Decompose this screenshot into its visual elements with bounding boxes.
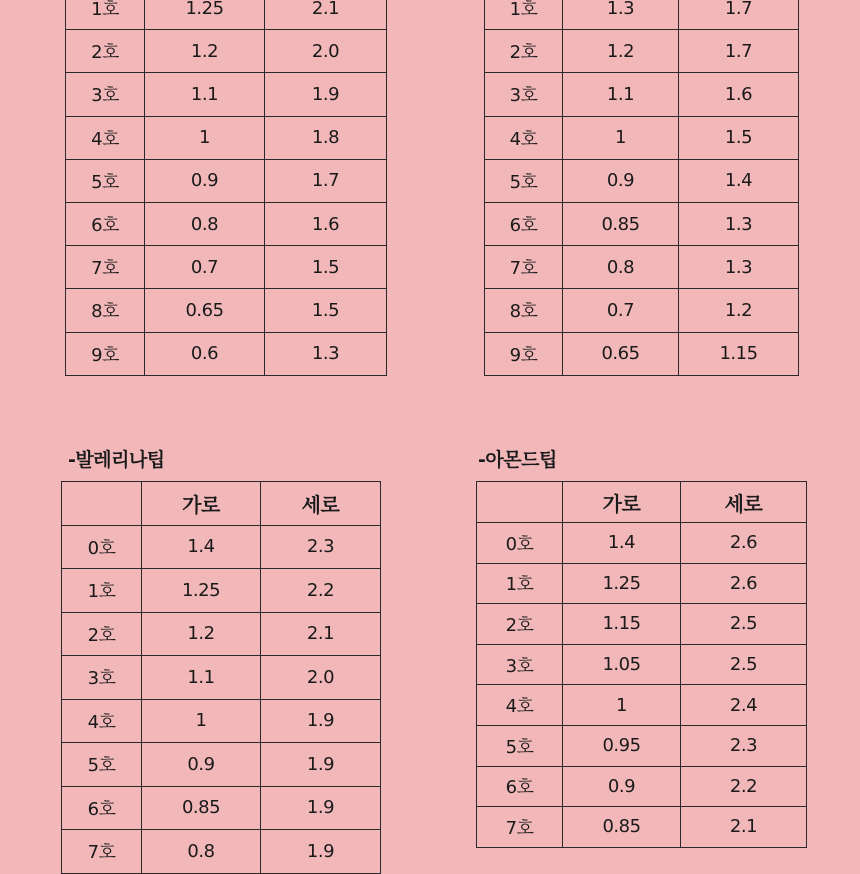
width-cell: 1.4: [563, 523, 681, 564]
table-row: [66, 0, 387, 30]
header-row: [62, 482, 381, 526]
width-cell: 0.85: [142, 786, 261, 830]
length-cell: 1.3: [679, 202, 799, 245]
size-cell: 4호: [62, 699, 142, 743]
width-cell: 1.2: [563, 30, 679, 73]
width-cell: 1.3: [563, 0, 679, 30]
table-row: [477, 685, 807, 726]
size-cell: 7호: [62, 830, 142, 874]
width-cell: 0.9: [142, 743, 261, 787]
width-cell: 0.85: [563, 807, 681, 848]
table-body: [66, 0, 387, 375]
table-row: [62, 525, 381, 569]
width-cell: 0.65: [563, 332, 679, 375]
header-length: 세로: [261, 482, 381, 526]
width-cell: 0.9: [563, 766, 681, 807]
table-row: [62, 656, 381, 700]
length-cell: 2.0: [265, 30, 387, 73]
table-row: [66, 202, 387, 245]
width-cell: 1: [563, 116, 679, 159]
table-header: [62, 482, 381, 526]
length-cell: 1.7: [679, 0, 799, 30]
table-row: [66, 332, 387, 375]
width-cell: 1.15: [563, 604, 681, 645]
size-cell: 9호: [485, 332, 563, 375]
width-cell: 0.6: [145, 332, 265, 375]
size-cell: 7호: [485, 246, 563, 289]
width-cell: 1.25: [142, 569, 261, 613]
table-row: [485, 73, 799, 116]
size-cell: 7호: [477, 807, 563, 848]
table-row: [62, 743, 381, 787]
length-cell: 2.5: [681, 604, 807, 645]
size-cell: 6호: [66, 202, 145, 245]
width-cell: 1.1: [142, 656, 261, 700]
length-cell: 1.5: [265, 289, 387, 332]
size-table-top-right: [484, 0, 799, 376]
width-cell: 1.2: [145, 30, 265, 73]
size-cell: 2호: [66, 30, 145, 73]
width-cell: 0.7: [563, 289, 679, 332]
length-cell: 1.8: [265, 116, 387, 159]
length-cell: 1.6: [265, 202, 387, 245]
width-cell: 0.8: [145, 202, 265, 245]
table-row: [62, 569, 381, 613]
length-cell: 2.4: [681, 685, 807, 726]
size-cell: 0호: [477, 523, 563, 564]
length-cell: 1.2: [679, 289, 799, 332]
size-table-ballerina: [61, 481, 381, 874]
size-cell: 6호: [62, 786, 142, 830]
table-header: [477, 482, 807, 523]
length-cell: 1.9: [261, 699, 381, 743]
size-cell: 3호: [66, 73, 145, 116]
header-empty-cell: [62, 482, 142, 526]
table-row: [485, 289, 799, 332]
length-cell: 2.3: [261, 525, 381, 569]
size-cell: 1호: [485, 0, 563, 30]
size-cell: 5호: [66, 159, 145, 202]
length-cell: 1.3: [679, 246, 799, 289]
width-cell: 1: [563, 685, 681, 726]
table-row: [62, 612, 381, 656]
table-row: [485, 202, 799, 245]
width-cell: 0.95: [563, 725, 681, 766]
size-cell: 6호: [477, 766, 563, 807]
table-row: [477, 807, 807, 848]
length-cell: 1.15: [679, 332, 799, 375]
size-cell: 4호: [485, 116, 563, 159]
length-cell: 1.9: [261, 743, 381, 787]
table-row: [477, 725, 807, 766]
length-cell: 1.3: [265, 332, 387, 375]
table-row: [477, 644, 807, 685]
table-row: [485, 246, 799, 289]
size-cell: 0호: [62, 525, 142, 569]
table-row: [66, 159, 387, 202]
length-cell: 1.9: [261, 830, 381, 874]
width-cell: 1.1: [145, 73, 265, 116]
width-cell: 1.1: [563, 73, 679, 116]
length-cell: 2.1: [261, 612, 381, 656]
size-cell: 1호: [477, 563, 563, 604]
length-cell: 1.7: [679, 30, 799, 73]
size-cell: 5호: [485, 159, 563, 202]
table-row: [62, 699, 381, 743]
table-row: [477, 604, 807, 645]
table-row: [66, 116, 387, 159]
table-row: [62, 786, 381, 830]
size-cell: 2호: [62, 612, 142, 656]
length-cell: 2.5: [681, 644, 807, 685]
header-width: 가로: [563, 482, 681, 523]
table-row: [477, 563, 807, 604]
table-row: [485, 30, 799, 73]
table-body: [485, 0, 799, 375]
header-empty-cell: [477, 482, 563, 523]
width-cell: 1: [142, 699, 261, 743]
width-cell: 1.2: [142, 612, 261, 656]
header-length: 세로: [681, 482, 807, 523]
table-body: [477, 523, 807, 848]
table-row: [485, 0, 799, 30]
table-row: [66, 73, 387, 116]
table-row: [477, 766, 807, 807]
size-cell: 4호: [477, 685, 563, 726]
size-cell: 3호: [62, 656, 142, 700]
length-cell: 1.9: [265, 73, 387, 116]
size-cell: 5호: [477, 725, 563, 766]
width-cell: 0.9: [563, 159, 679, 202]
width-cell: 0.8: [563, 246, 679, 289]
width-cell: 1.4: [142, 525, 261, 569]
length-cell: 1.7: [265, 159, 387, 202]
table-row: [485, 159, 799, 202]
size-table-almond: [476, 481, 807, 848]
size-cell: 1호: [66, 0, 145, 30]
size-cell: 8호: [485, 289, 563, 332]
size-cell: 4호: [66, 116, 145, 159]
length-cell: 2.6: [681, 563, 807, 604]
width-cell: 1.25: [145, 0, 265, 30]
width-cell: 1.05: [563, 644, 681, 685]
almond-tip-title: -아몬드팁: [478, 449, 557, 471]
table-body: [62, 525, 381, 873]
size-cell: 2호: [485, 30, 563, 73]
width-cell: 0.9: [145, 159, 265, 202]
size-cell: 3호: [485, 73, 563, 116]
table-row: [477, 523, 807, 564]
size-cell: 9호: [66, 332, 145, 375]
size-cell: 3호: [477, 644, 563, 685]
table-row: [66, 246, 387, 289]
header-width: 가로: [142, 482, 261, 526]
length-cell: 1.5: [679, 116, 799, 159]
length-cell: 1.5: [265, 246, 387, 289]
size-cell: 2호: [477, 604, 563, 645]
length-cell: 1.9: [261, 786, 381, 830]
table-row: [62, 830, 381, 874]
length-cell: 1.6: [679, 73, 799, 116]
length-cell: 2.0: [261, 656, 381, 700]
table-row: [485, 332, 799, 375]
width-cell: 1.25: [563, 563, 681, 604]
length-cell: 2.2: [681, 766, 807, 807]
size-cell: 7호: [66, 246, 145, 289]
size-table-top-left: [65, 0, 387, 376]
width-cell: 1: [145, 116, 265, 159]
length-cell: 2.3: [681, 725, 807, 766]
size-cell: 1호: [62, 569, 142, 613]
table-row: [66, 289, 387, 332]
size-cell: 5호: [62, 743, 142, 787]
width-cell: 0.65: [145, 289, 265, 332]
length-cell: 2.1: [265, 0, 387, 30]
size-cell: 6호: [485, 202, 563, 245]
size-cell: 8호: [66, 289, 145, 332]
table-row: [66, 30, 387, 73]
width-cell: 0.85: [563, 202, 679, 245]
length-cell: 2.2: [261, 569, 381, 613]
width-cell: 0.7: [145, 246, 265, 289]
length-cell: 1.4: [679, 159, 799, 202]
table-row: [485, 116, 799, 159]
length-cell: 2.6: [681, 523, 807, 564]
length-cell: 2.1: [681, 807, 807, 848]
width-cell: 0.8: [142, 830, 261, 874]
ballerina-tip-title: -발레리나팁: [68, 449, 165, 471]
header-row: [477, 482, 807, 523]
